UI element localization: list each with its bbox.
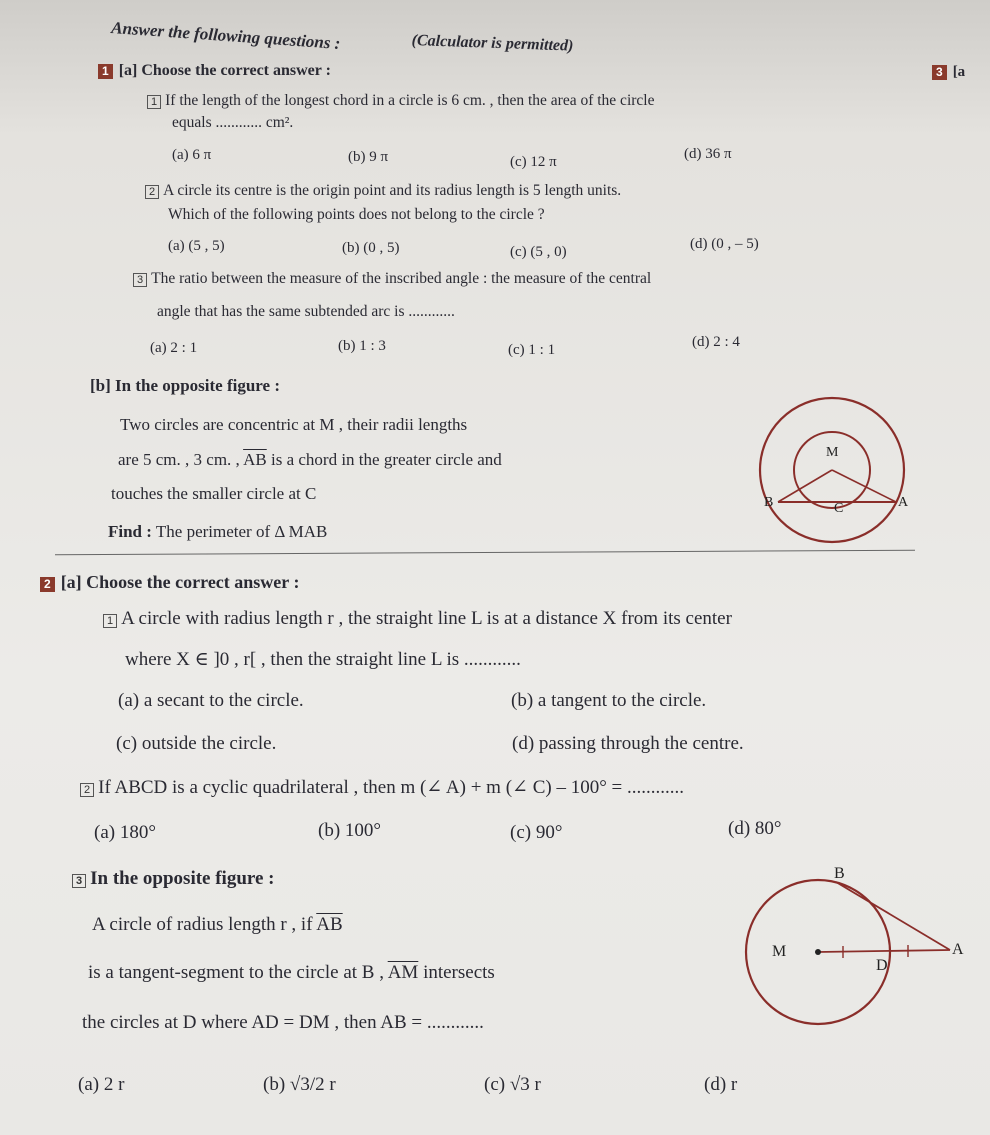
side-question-ref	[932, 64, 965, 81]
q1-part-b-find	[108, 522, 327, 542]
q2-item2-text: If ABCD is a cyclic quadrilateral , then m (∠ A) + m (∠ C) – 100° = ............	[98, 777, 685, 798]
side-label: [a	[952, 64, 966, 80]
q1-title	[98, 62, 331, 80]
q1-item2-text: A circle its centre is the origin point and its radius length is 5 length units.	[163, 182, 622, 199]
q2-item3-segment-ab: $\overline{AB}$	[316, 914, 343, 935]
label-m: M	[772, 943, 787, 960]
q1-item3-choice-c[interactable]: (c) 1 : 1	[508, 342, 556, 358]
q2-item3-title-text: In the opposite figure :	[90, 868, 275, 889]
q2-item1-choice-d[interactable]: (d) passing through the centre.	[512, 733, 744, 754]
q2-item3-line2	[88, 962, 495, 984]
q1-item1-choice-c[interactable]: (c) 12 π	[510, 154, 557, 170]
q2-item1-text: A circle with radius length r , the straight line L is at a distance X from its center	[121, 608, 732, 629]
q2-item3-line2-pre: is a tangent-segment to the circle at B ,	[88, 962, 384, 983]
q1-item1-text: If the length of the longest chord in a circle is 6 cm. , then the area of the circle	[165, 92, 655, 109]
label-d: D	[876, 957, 888, 974]
q1-item1-choice-b[interactable]: (b) 9 π	[348, 149, 389, 165]
calculator-note: (Calculator is permitted)	[411, 32, 574, 55]
q1-item3-text: The ratio between the measure of the inscribed angle : the measure of the central	[151, 270, 652, 287]
q1-item3-choice-d[interactable]: (d) 2 : 4	[692, 334, 740, 350]
q2-item2-choice-c[interactable]: (c) 90°	[510, 822, 563, 843]
q2-item3-line3: the circles at D where AD = DM , then AB = ............	[82, 1012, 484, 1033]
q2-item1-choice-c[interactable]: (c) outside the circle.	[116, 733, 277, 754]
q1-part-b-line2	[118, 450, 502, 470]
side-number-badge: 3	[932, 65, 947, 80]
segment-ma	[818, 950, 950, 952]
tangent-ab	[836, 882, 950, 950]
q2-item1-line1	[103, 608, 732, 630]
label-m: M	[826, 445, 839, 460]
q2-item3-number: 3	[72, 874, 86, 888]
q2-item3-choice-d[interactable]: (d) r	[704, 1074, 738, 1095]
q1-item2-choice-d[interactable]: (d) (0 , – 5)	[690, 236, 759, 252]
q1-item2-choice-c[interactable]: (c) (5 , 0)	[510, 244, 567, 260]
q1-item2-choice-a[interactable]: (a) (5 , 5)	[168, 238, 225, 254]
q1-item3-number: 3	[133, 273, 147, 287]
label-b: B	[834, 865, 845, 882]
q2-number-badge: 2	[40, 577, 55, 592]
q1-item1-number: 1	[147, 95, 161, 109]
q1-item3-line2: angle that has the same subtended arc is ............	[157, 303, 455, 320]
q2-item2-choice-b[interactable]: (b) 100°	[318, 820, 382, 841]
q1-find-text: The perimeter of Δ MAB	[155, 522, 328, 541]
q1-item3-line1	[133, 270, 651, 288]
q2-item1-choice-a[interactable]: (a) a secant to the circle.	[118, 690, 304, 711]
label-c: C	[834, 501, 844, 516]
q1-part-b-segment: $\overline{AB}$	[243, 450, 267, 469]
q1-part-a-title: [a] Choose the correct answer :	[118, 62, 331, 79]
q1-item2-line2: Which of the following points does not belong to the circle ?	[168, 206, 545, 223]
q2-title	[40, 572, 299, 593]
q1-item2-line1	[145, 182, 621, 200]
q2-item3-line1-pre: A circle of radius length r , if	[92, 914, 313, 935]
q2-item3-choice-a[interactable]: (a) 2 r	[78, 1074, 125, 1095]
tangent-circle-figure	[718, 862, 968, 1032]
q1-part-b-line2-pre: are 5 cm. , 3 cm. ,	[118, 450, 240, 469]
q1-part-b-line3: touches the smaller circle at C	[111, 484, 317, 503]
section-divider	[55, 550, 915, 556]
q2-item2-line1	[80, 776, 684, 799]
q2-item1-choice-b[interactable]: (b) a tangent to the circle.	[511, 690, 707, 711]
q1-item1-line1	[147, 92, 654, 110]
label-a: A	[952, 941, 964, 958]
segment-ma	[832, 470, 896, 502]
q1-find-label: Find :	[108, 522, 152, 541]
label-b: B	[764, 495, 774, 510]
q1-item1-choice-d[interactable]: (d) 36 π	[684, 146, 732, 162]
q2-item3-line1	[92, 914, 343, 936]
q2-item3-title	[72, 868, 275, 890]
q2-item1-line2: where X ∈ ]0 , r[ , then the straight line L is ............	[125, 649, 521, 670]
q1-part-b-line2-post: is a chord in the greater circle and	[270, 450, 502, 469]
q1-item1-choice-a[interactable]: (a) 6 π	[172, 147, 212, 163]
centre-point	[815, 949, 821, 955]
q1-item3-choice-b[interactable]: (b) 1 : 3	[338, 338, 386, 354]
q2-item3-choice-c[interactable]: (c) √3 r	[484, 1074, 541, 1095]
q2-item1-number: 1	[103, 614, 117, 628]
q1-item3-choice-a[interactable]: (a) 2 : 1	[150, 340, 198, 356]
q2-item3-choice-b[interactable]: (b) √3/2 r	[263, 1074, 336, 1095]
concentric-circles-figure	[748, 392, 918, 552]
q1-part-b-line1: Two circles are concentric at M , their radii lengths	[120, 415, 468, 434]
label-a: A	[898, 495, 909, 510]
q1-part-b-title: [b] In the opposite figure :	[90, 376, 280, 395]
q2-item3-line2-post: intersects	[423, 962, 495, 983]
q2-part-a-title: [a] Choose the correct answer :	[60, 572, 300, 592]
q1-item2-choice-b[interactable]: (b) (0 , 5)	[342, 240, 400, 256]
q1-item2-number: 2	[145, 185, 159, 199]
instruction-heading: Answer the following questions :	[110, 18, 342, 53]
q1-number-badge: 1	[98, 64, 113, 79]
q2-item3-segment-am: $\overline{AM}$	[387, 962, 419, 983]
q2-item2-number: 2	[80, 783, 94, 797]
q2-item2-choice-a[interactable]: (a) 180°	[94, 822, 156, 843]
q1-item1-line2: equals ............ cm².	[172, 114, 294, 131]
q2-item2-choice-d[interactable]: (d) 80°	[728, 818, 782, 839]
